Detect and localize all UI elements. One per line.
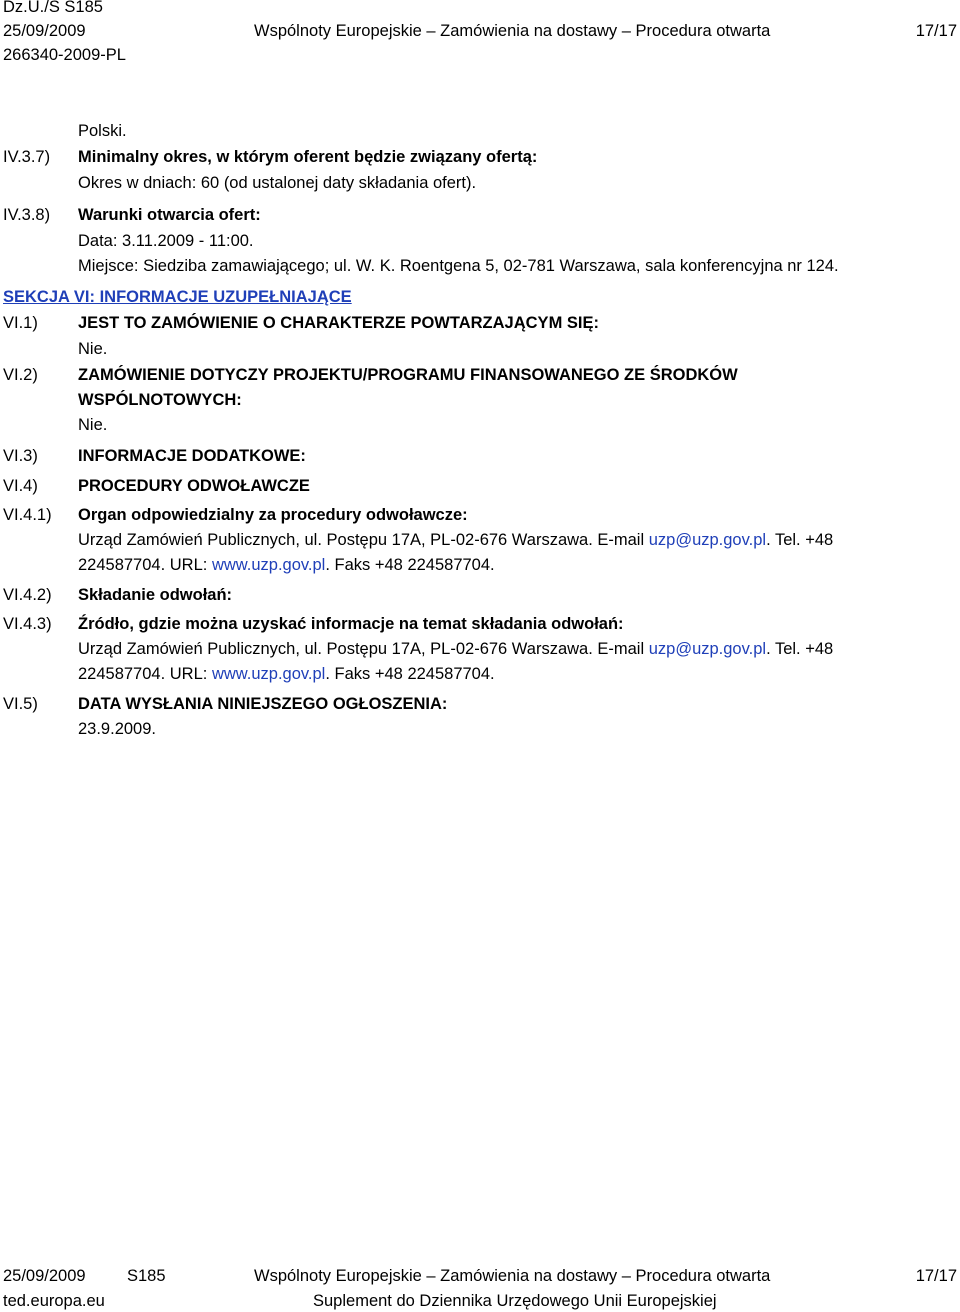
header-page: 17/17 — [915, 22, 957, 40]
contact-text: . Tel. +48 — [766, 640, 834, 658]
contact-text: 224587704. URL: — [78, 665, 212, 683]
item-number: VI.4.3) — [3, 615, 52, 633]
footer-title: Wspólnoty Europejskie – Zamówienia na dostawy – Procedura otwarta — [254, 1267, 771, 1285]
footer-date: 25/09/2009 — [3, 1267, 86, 1285]
footer-supplement: Suplement do Dziennika Urzędowego Unii Europejskiej — [313, 1292, 717, 1310]
footer-page: 17/17 — [915, 1267, 957, 1285]
section-title: SEKCJA VI: INFORMACJE UZUPEŁNIAJĄCE — [3, 288, 352, 306]
item-number: VI.1) — [3, 314, 38, 332]
url-link[interactable]: www.uzp.gov.pl — [211, 556, 326, 574]
contact-line — [78, 636, 910, 662]
email-link[interactable]: uzp@uzp.gov.pl — [648, 531, 767, 549]
item-label: DATA WYSŁANIA NINIEJSZEGO OGŁOSZENIA: — [78, 695, 448, 713]
contact-line — [78, 552, 910, 578]
item-number: VI.3) — [3, 447, 38, 465]
item-label: WSPÓLNOTOWYCH: — [78, 391, 242, 409]
item-value: Data: 3.11.2009 - 11:00. — [78, 232, 254, 250]
item-number: IV.3.7) — [3, 148, 51, 166]
item-label: INFORMACJE DODATKOWE: — [78, 447, 306, 465]
footer-series: S185 — [127, 1267, 166, 1285]
item-number: VI.4) — [3, 477, 38, 495]
contact-text: Urząd Zamówień Publicznych, ul. Postępu 17A, PL-02-676 Warszawa. E-mail — [78, 640, 649, 658]
header-doc-id: 266340-2009-PL — [3, 46, 126, 64]
item-label: Składanie odwołań: — [78, 586, 233, 604]
item-label: Organ odpowiedzialny za procedury odwoławcze: — [78, 506, 468, 524]
item-number: IV.3.8) — [3, 206, 51, 224]
item-value: Miejsce: Siedziba zamawiającego; ul. W. K. Roentgena 5, 02-781 Warszawa, sala konferencyjna nr 124. — [78, 257, 839, 275]
contact-text: Urząd Zamówień Publicznych, ul. Postępu 17A, PL-02-676 Warszawa. E-mail — [78, 531, 649, 549]
header-journal: Dz.U./S S185 — [3, 0, 103, 16]
item-number: VI.2) — [3, 366, 38, 384]
item-value: Nie. — [78, 340, 108, 358]
email-link[interactable]: uzp@uzp.gov.pl — [648, 640, 767, 658]
item-value: 23.9.2009. — [78, 720, 156, 738]
contact-line — [78, 527, 910, 553]
item-value: Nie. — [78, 416, 108, 434]
item-label: PROCEDURY ODWOŁAWCZE — [78, 477, 310, 495]
item-label: Warunki otwarcia ofert: — [78, 206, 261, 224]
url-link[interactable]: www.uzp.gov.pl — [211, 665, 326, 683]
item-value: Okres w dniach: 60 (od ustalonej daty składania ofert). — [78, 174, 477, 192]
contact-text: . Faks +48 224587704. — [325, 665, 495, 683]
item-label: Źródło, gdzie można uzyskać informacje na temat składania odwołań: — [78, 615, 624, 633]
item-label: Minimalny okres, w którym oferent będzie związany ofertą: — [78, 148, 538, 166]
item-label: JEST TO ZAMÓWIENIE O CHARAKTERZE POWTARZAJĄCYM SIĘ: — [78, 314, 599, 332]
header-date: 25/09/2009 — [3, 22, 86, 40]
contact-text: 224587704. URL: — [78, 556, 212, 574]
contact-text: . Tel. +48 — [766, 531, 834, 549]
contact-line — [78, 661, 910, 687]
contact-text: . Faks +48 224587704. — [325, 556, 495, 574]
item-number: VI.5) — [3, 695, 38, 713]
item-number: VI.4.1) — [3, 506, 52, 524]
footer-site[interactable]: ted.europa.eu — [3, 1292, 105, 1310]
item-number: VI.4.2) — [3, 586, 52, 604]
header-title: Wspólnoty Europejskie – Zamówienia na dostawy – Procedura otwarta — [254, 22, 771, 40]
item-label: ZAMÓWIENIE DOTYCZY PROJEKTU/PROGRAMU FINANSOWANEGO ZE ŚRODKÓW — [78, 366, 738, 384]
language-value: Polski. — [78, 122, 127, 140]
